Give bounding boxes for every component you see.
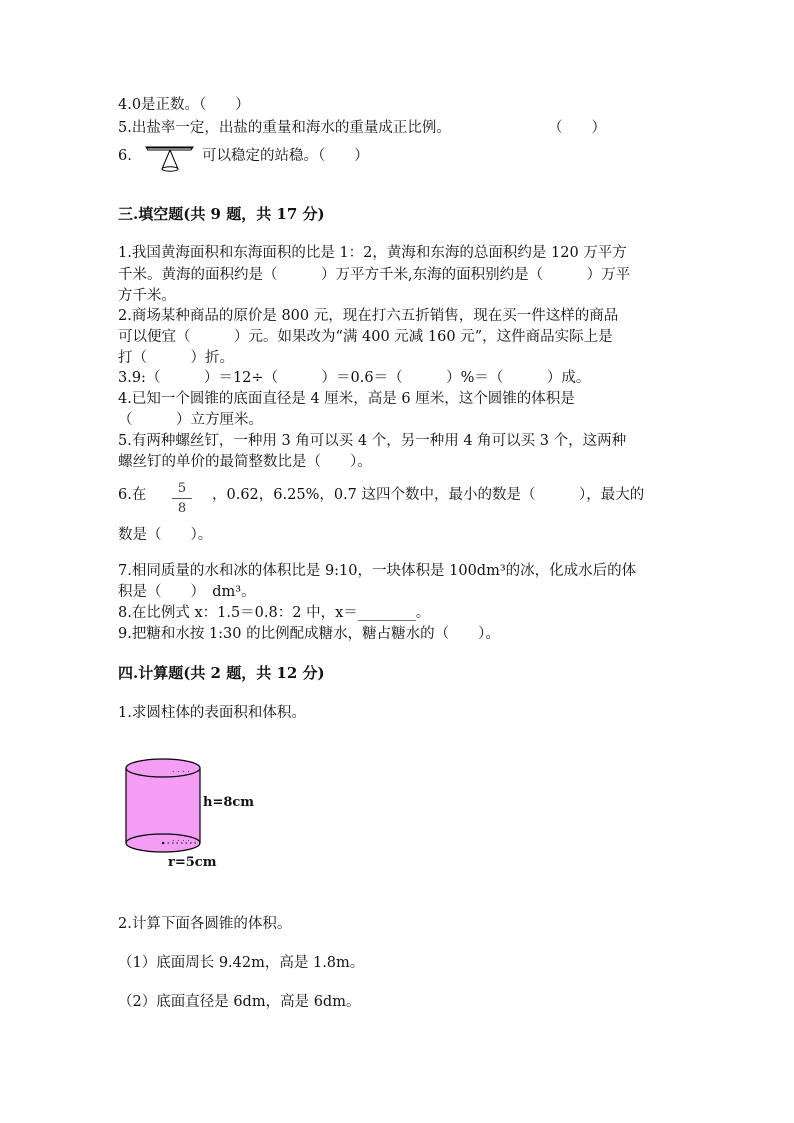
fill-q4-line1: 4.已知一个圆锥的底面直径是 4 厘米，高是 6 厘米，这个圆锥的体积是 bbox=[118, 391, 575, 407]
judge-q5-blank: （ ） bbox=[548, 120, 606, 136]
cylinder-figure bbox=[120, 756, 210, 858]
fraction-denominator: 8 bbox=[177, 501, 187, 516]
fill-q7-line1: 7.相同质量的水和冰的体积比是 9:10，一块体积是 100dm³的冰，化成水后的体 bbox=[118, 563, 637, 579]
cone-on-board-figure bbox=[143, 139, 199, 175]
calc-q2-part2: （2）底面直径是 6dm，高是 6dm。 bbox=[118, 994, 361, 1010]
fill-q7-line2: 积是（ ） dm³。 bbox=[118, 584, 256, 600]
fill-q1-line2: 千米。黄海的面积约是（ ）万平方千米,东海的面积别约是（ ）万平 bbox=[118, 267, 631, 283]
fill-q2-line3: 打（ ）折。 bbox=[118, 350, 234, 366]
fill-q8: 8.在比例式 x：1.5＝0.8：2 中，x＝________。 bbox=[118, 605, 431, 621]
section-calc-heading: 四.计算题(共 2 题，共 12 分) bbox=[118, 664, 325, 682]
calc-q1: 1.求圆柱体的表面积和体积。 bbox=[118, 705, 306, 721]
fill-q5-line1: 5.有两种螺丝钉，一种用 3 角可以买 4 个，另一种用 4 角可以买 3 个，这两种 bbox=[118, 433, 627, 449]
calc-q2: 2.计算下面各圆锥的体积。 bbox=[118, 916, 292, 932]
fill-q4-line2: （ ）立方厘米。 bbox=[118, 412, 263, 428]
judge-q5: 5.出盐率一定，出盐的重量和海水的重量成正比例。 bbox=[118, 120, 451, 136]
fraction-five-eighths bbox=[170, 480, 194, 517]
fill-q2-line2: 可以便宜（ ）元。如果改为“满 400 元减 160 元”，这件商品实际上是 bbox=[118, 329, 613, 345]
radius-label: r=5cm bbox=[168, 855, 217, 870]
judge-q6-number: 6. bbox=[118, 148, 132, 164]
height-label: h=8cm bbox=[203, 795, 255, 810]
fill-q1-line1: 1.我国黄海面积和东海面积的比是 1：2，黄海和东海的总面积约是 120 万平方 bbox=[118, 245, 627, 261]
fill-q5-line2: 螺丝钉的单价的最简整数比是（ ）。 bbox=[118, 454, 372, 470]
fill-q9: 9.把糖和水按 1:30 的比例配成糖水，糖占糖水的（ ）。 bbox=[118, 626, 500, 642]
section-fill-heading: 三.填空题(共 9 题，共 17 分) bbox=[118, 205, 325, 223]
fill-q6-line2: 数是（ ）。 bbox=[118, 527, 213, 543]
calc-q2-part1: （1）底面周长 9.42m，高是 1.8m。 bbox=[118, 955, 365, 971]
fill-q2-line1: 2.商场某种商品的原价是 800 元，现在打六五折销售，现在买一件这样的商品 bbox=[118, 308, 619, 324]
fill-q1-line3: 方千米。 bbox=[118, 288, 176, 304]
fraction-bar bbox=[172, 498, 192, 499]
fill-q6-text: ，0.62，6.25%，0.7 这四个数中，最小的数是（ ），最大的 bbox=[212, 487, 645, 503]
svg-text:. . . .: . . . . bbox=[172, 765, 190, 774]
fraction-numerator: 5 bbox=[177, 481, 187, 496]
fill-q3: 3.9:（ ）＝12÷（ ）＝0.6＝（ ）%＝（ ）成。 bbox=[118, 370, 591, 386]
svg-text:. . . .: . . . . bbox=[172, 834, 190, 843]
judge-q4: 4.0是正数。（ ） bbox=[118, 97, 250, 113]
fill-q6-prefix: 6.在 bbox=[118, 487, 147, 503]
judge-q6-text: 可以稳定的站稳。（ ） bbox=[202, 148, 369, 164]
